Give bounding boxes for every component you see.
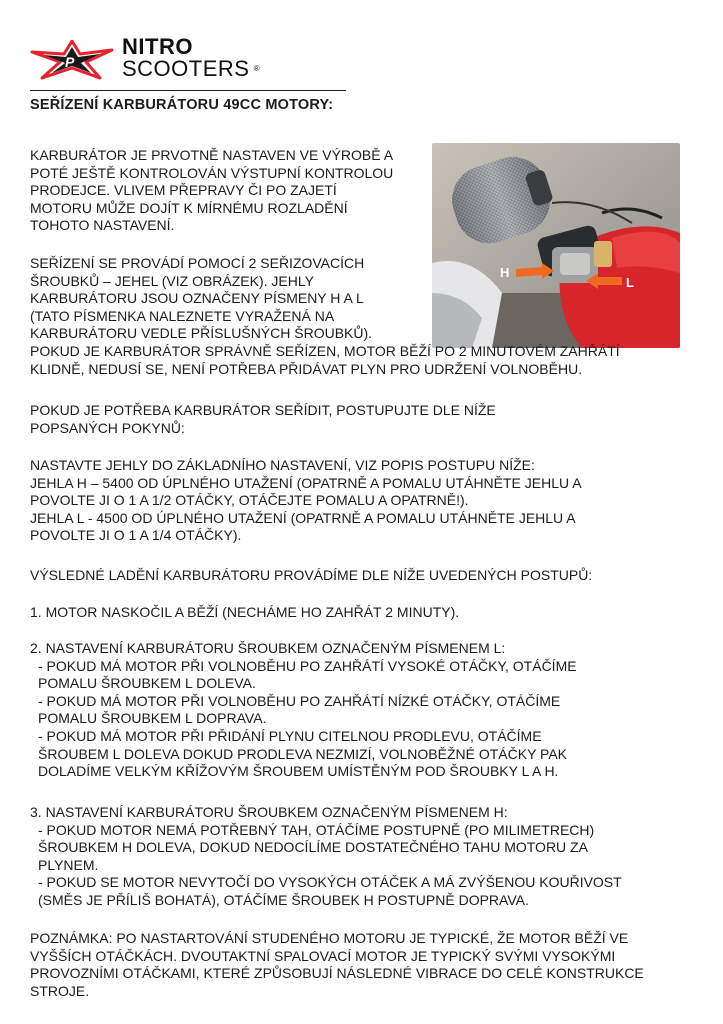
step-heading: 3. NASTAVENÍ KARBURÁTORU ŠROUBKEM OZNAČENÝM PÍSMENEM H: bbox=[30, 804, 508, 820]
text-line: PROVOZNÍMI OTÁČKAMI, KTERÉ ZPŮSOBUJÍ NÁSLEDNÉ VIBRACE DO CELÉ KONSTRUKCE bbox=[30, 965, 644, 982]
text-line: KARBURÁTORU VEDLE PŘÍSLUŠNÝCH ŠROUBKŮ). bbox=[30, 325, 373, 342]
needle-h-label: H bbox=[500, 265, 510, 280]
text-line: ŠROUBKEM H DOLEVA, DOKUD NEDOCÍLÍME DOSTATEČNÉHO TAHU MOTORU ZA bbox=[38, 839, 588, 856]
text-line: SEŘÍZENÍ SE PROVÁDÍ POMOCÍ 2 SEŘIZOVACÍCH bbox=[30, 255, 365, 271]
svg-text:P: P bbox=[65, 54, 75, 70]
text-line: ŠROUBEM L DOLEVA DOKUD PRODLEVA NEZMIZÍ, VOLNOBĚŽNÉ OTÁČKY PAK bbox=[38, 745, 568, 762]
nitro-star-icon bbox=[30, 40, 114, 80]
step-2 bbox=[30, 640, 690, 781]
text-line: (TATO PÍSMENKA NALEZNETE VYRAŽENÁ NA bbox=[30, 307, 335, 324]
text-line: POMALU ŠROUBKEM L DOLEVA. bbox=[38, 675, 256, 692]
text-line: - POKUD SE MOTOR NEVYTOČÍ DO VYSOKÝCH OTÁČEK A MÁ ZVÝŠENOU KOUŘIVOST bbox=[38, 874, 622, 891]
final-tuning-line: VÝSLEDNÉ LADĚNÍ KARBURÁTORU PROVÁDÍME DLE NÍŽE UVEDENÝCH POSTUPŮ: bbox=[30, 567, 593, 583]
text-line: - POKUD MÁ MOTOR PŘI VOLNOBĚHU PO ZAHŘÁTÍ NÍZKÉ OTÁČKY, OTÁČÍME bbox=[38, 692, 561, 709]
note-paragraph bbox=[30, 930, 690, 1000]
text-line: KLIDNĚ, NEDUSÍ SE, NENÍ POTŘEBA PŘIDÁVAT PLYN PRO UDRŽENÍ VOLNOBĚHU. bbox=[30, 360, 583, 377]
text-line: POVOLTE JI O 1 A 1/4 OTÁČKY). bbox=[30, 527, 242, 544]
text-line: POZNÁMKA: PO NASTARTOVÁNÍ STUDENÉHO MOTORU JE TYPICKÉ, ŽE MOTOR BĚŽÍ VE bbox=[30, 930, 629, 946]
text-line: POVOLTE JI O 1 A 1/2 OTÁČKY, OTÁČEJTE POMALU A OPATRNĚ!). bbox=[30, 492, 469, 509]
header-divider bbox=[30, 90, 346, 91]
need-paragraph bbox=[30, 402, 690, 437]
text-line: - POKUD MÁ MOTOR PŘI PŘIDÁNÍ PLYNU CITELNOU PRODLEVU, OTÁČÍME bbox=[38, 727, 542, 744]
brand-logo bbox=[30, 36, 270, 86]
text-line: POTÉ JEŠTĚ KONTROLOVÁN VÝSTUPNÍ KONTROLOU bbox=[30, 164, 394, 181]
text-line: POMALU ŠROUBKEM L DOPRAVA. bbox=[38, 710, 267, 727]
needle-l-label: L bbox=[626, 275, 634, 290]
intro-paragraph bbox=[30, 147, 690, 235]
text-line: (SMĚS JE PŘÍLIŠ BOHATÁ), OTÁČÍME ŠROUBEK H POSTUPNĚ DOPRAVA. bbox=[38, 891, 529, 908]
brand-line2: SCOOTERS bbox=[122, 56, 250, 81]
step-heading: 2. NASTAVENÍ KARBURÁTORU ŠROUBKEM OZNAČENÝM PÍSMENEM L: bbox=[30, 640, 506, 656]
page-title: SEŘÍZENÍ KARBURÁTORU 49CC MOTORY: bbox=[30, 97, 334, 113]
text-line: NASTAVTE JEHLY DO ZÁKLADNÍHO NASTAVENÍ, VIZ POPIS POSTUPU NÍŽE: bbox=[30, 457, 535, 473]
text-line: - POKUD MOTOR NEMÁ POTŘEBNÝ TAH, OTÁČÍME POSTUPNĚ (PO MILIMETRECH) bbox=[38, 821, 595, 838]
text-line: KARBURÁTORU JSOU OZNAČENY PÍSMENY H A L bbox=[30, 290, 364, 307]
step-1: 1. MOTOR NASKOČIL A BĚŽÍ (NECHÁME HO ZAHŘÁT 2 MINUTY). bbox=[30, 604, 460, 620]
registered-mark: ® bbox=[253, 64, 260, 73]
brand-wordmark bbox=[122, 34, 260, 81]
basic-settings-paragraph bbox=[30, 457, 690, 545]
text-line: POKUD JE KARBURÁTOR SPRÁVNĚ SEŘÍZEN, MOTOR BĚŽÍ PO 2 MINUTOVÉM ZAHŘÁTÍ bbox=[30, 342, 620, 359]
text-line: POPSANÝCH POKYNŮ: bbox=[30, 419, 185, 436]
text-line: TOHOTO NASTAVENÍ. bbox=[30, 217, 175, 234]
text-line: - POKUD MÁ MOTOR PŘI VOLNOBĚHU PO ZAHŘÁTÍ VYSOKÉ OTÁČKY, OTÁČÍME bbox=[38, 657, 577, 674]
step-3 bbox=[30, 804, 690, 910]
text-line: PLYNEM. bbox=[38, 856, 99, 873]
text-line: MOTORU MŮŽE DOJÍT K MÍRNÉMU ROZLADĚNÍ bbox=[30, 199, 348, 216]
text-line: PRODEJCE. VLIVEM PŘEPRAVY ČI PO ZAJETÍ bbox=[30, 182, 337, 199]
text-line: JEHLA L - 4500 OD ÚPLNÉHO UTAŽENÍ (OPATRNĚ A POMALU UTÁHNĚTE JEHLU A bbox=[30, 509, 576, 526]
adjust-paragraph bbox=[30, 255, 690, 378]
text-line: VYŠŠÍCH OTÁČKÁCH. DVOUTAKTNÍ SPALOVACÍ MOTOR JE TYPICKÝ SVÝMI VYSOKÝMI bbox=[30, 947, 616, 964]
text-line: ŠROUBKŮ – JEHEL (VIZ OBRÁZEK). JEHLY bbox=[30, 272, 314, 289]
text-line: DOLADÍME VELKÝM KŘÍŽOVÝM ŠROUBEM UMÍSTĚNÝM POD ŠROUBKY L A H. bbox=[38, 763, 559, 780]
text-line: POKUD JE POTŘEBA KARBURÁTOR SEŘÍDIT, POSTUPUJTE DLE NÍŽE bbox=[30, 402, 496, 418]
brand-line1: NITRO bbox=[122, 34, 193, 59]
text-line: JEHLA H – 5400 OD ÚPLNÉHO UTAŽENÍ (OPATRNĚ A POMALU UTÁHNĚTE JEHLU A bbox=[30, 474, 582, 491]
text-line: KARBURÁTOR JE PRVOTNĚ NASTAVEN VE VÝROBĚ A bbox=[30, 147, 394, 163]
text-line: STROJE. bbox=[30, 982, 90, 999]
